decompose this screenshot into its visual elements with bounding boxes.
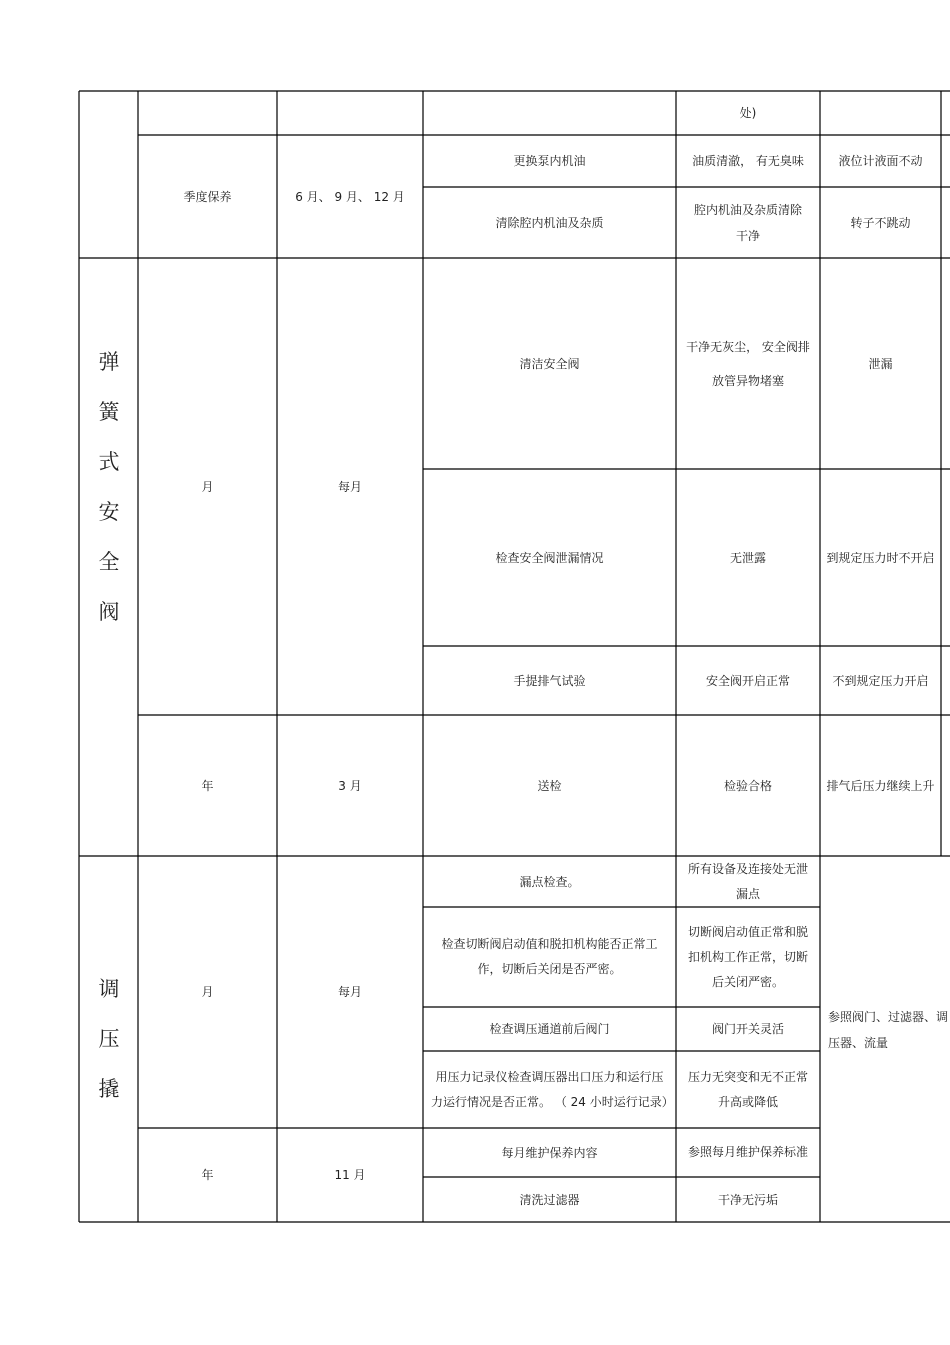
category-char: 调 — [98, 977, 120, 1001]
period-cell: 月 — [201, 479, 214, 494]
time-cell: 每月 — [337, 985, 362, 999]
standard-cell: 干净无污垢 — [717, 1192, 778, 1207]
standard-cell: 压力无突变和无不正常升高或降低 — [688, 1069, 809, 1109]
fault-cell: 转子不跳动 — [850, 215, 911, 230]
item-cell: 更换泵内机油 — [513, 154, 586, 168]
item-cell: 漏点检查。 — [519, 874, 580, 889]
category-char: 簧 — [98, 399, 120, 424]
standard-cell: 腔内机油及杂质清除干净 — [693, 202, 802, 243]
period-cell: 月 — [201, 985, 214, 999]
item-cell: 清洗过滤器 — [519, 1192, 580, 1207]
category-char: 全 — [98, 549, 120, 574]
standard-cell: 干净无灰尘， 安全阀排放管异物堵塞 — [686, 339, 810, 388]
standard-cell: 安全阀开启正常 — [705, 673, 790, 688]
item-cell: 用压力记录仪检查调压器出口压力和运行压力运行情况是否正常。 （ 24 小时运行记录） — [431, 1069, 674, 1109]
item-cell: 送检 — [537, 778, 562, 793]
item-cell: 检查切断阀启动值和脱扣机构能否正常工作，切断后关闭是否严密。 — [441, 937, 658, 976]
fault-cell: 到规定压力时不开启 — [826, 550, 935, 565]
category-char: 式 — [98, 449, 120, 474]
standard-cell: 参照每月维护保养标准 — [688, 1145, 809, 1159]
category-char: 压 — [98, 1027, 120, 1051]
category-label-pressure-skid — [80, 856, 138, 1222]
standard-cell: 切断阀启动值正常和脱扣机构工作正常，切断后关闭严密。 — [687, 924, 808, 989]
standard-cell: 检验合格 — [723, 778, 772, 793]
item-cell: 每月维护保养内容 — [501, 1145, 598, 1160]
period-cell: 年 — [201, 778, 214, 793]
category-label-safety-valve — [80, 258, 138, 715]
fault-cell: 液位计液面不动 — [838, 154, 923, 168]
period-cell: 季度保养 — [183, 189, 232, 204]
item-cell: 清除腔内机油及杂质 — [495, 215, 604, 230]
time-cell: 3 月 — [338, 778, 362, 793]
item-cell: 检查调压通道前后阀门 — [489, 1022, 610, 1036]
category-char: 撬 — [98, 1077, 120, 1101]
fault-cell: 泄漏 — [868, 356, 893, 371]
category-char: 安 — [98, 499, 120, 524]
standard-cell: 所有设备及连接处无泄漏点 — [688, 861, 809, 901]
standard-cell: 阀门开关灵活 — [711, 1022, 784, 1036]
item-cell: 手提排气试验 — [513, 673, 586, 688]
period-cell: 年 — [201, 1168, 214, 1182]
time-cell: 每月 — [337, 479, 362, 494]
standard-cell: 无泄露 — [729, 550, 766, 565]
fault-cell: 排气后压力继续上升 — [826, 778, 935, 793]
standard-cell: 处) — [739, 106, 757, 120]
time-cell: 11 月 — [334, 1168, 366, 1182]
time-cell: 6 月、 9 月、 12 月 — [295, 189, 405, 204]
fault-cell: 参照阀门、过滤器、调压器、流量 — [828, 1010, 949, 1050]
standard-cell: 油质清澈， 有无臭味 — [692, 154, 804, 168]
item-cell: 清洁安全阀 — [519, 356, 580, 371]
fault-cell: 不到规定压力开启 — [832, 673, 929, 688]
category-char: 弹 — [98, 349, 120, 374]
category-char: 阀 — [98, 599, 120, 624]
item-cell: 检查安全阀泄漏情况 — [495, 550, 604, 565]
